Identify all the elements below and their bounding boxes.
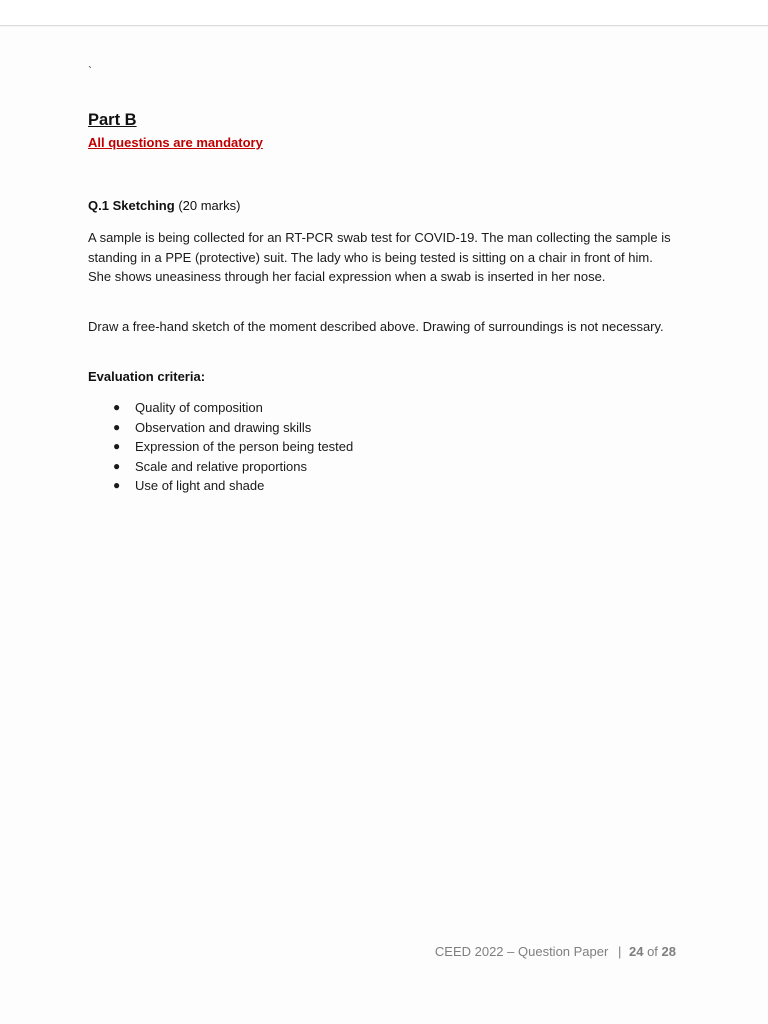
footer-separator: | (617, 944, 622, 959)
bullet-icon: ● (113, 400, 121, 414)
bullet-icon: ● (113, 478, 121, 493)
list-item (88, 398, 353, 418)
evaluation-heading: Evaluation criteria: (88, 369, 206, 384)
criterion-label: Observation and drawing skills (135, 419, 312, 435)
stray-mark: ` (88, 64, 92, 78)
criterion-label: Use of light and shade (135, 478, 265, 494)
criterion-label: Scale and relative proportions (135, 458, 307, 474)
question-marks: (20 marks) (178, 198, 241, 213)
criterion-label: Expression of the person being tested (135, 439, 354, 455)
question-paragraph-1: A sample is being collected for an RT-PCR swab test for COVID-19. The man collecting the sample is standing in a PPE (protective) suit. The lady who is being tested is sitting on a chair in front of him. She shows uneasiness through her facial expression when a swab is inserted in her nose. (88, 230, 671, 284)
page-number-total: 28 (661, 944, 676, 959)
list-item (88, 476, 353, 496)
footer-label: CEED 2022 – Question Paper (434, 944, 609, 959)
question-title: Q.1 Sketching (88, 198, 175, 213)
page-footer (435, 944, 676, 959)
mandatory-note: All questions are mandatory (88, 135, 263, 150)
question-paragraph-2: Draw a free-hand sketch of the moment described above. Drawing of surroundings is not necessary. (88, 319, 664, 334)
criterion-label: Quality of composition (135, 400, 263, 415)
question-heading (88, 198, 240, 213)
list-item (88, 418, 353, 438)
evaluation-criteria-list (88, 398, 353, 496)
page-number-current: 24 (628, 944, 644, 959)
list-item (88, 437, 353, 457)
part-title: Part B (88, 111, 137, 129)
bullet-icon: ● (113, 439, 121, 454)
list-item (88, 457, 353, 477)
viewer-top-bar (0, 0, 768, 26)
bullet-icon: ● (113, 419, 121, 434)
page-of-label: of (647, 944, 658, 959)
bullet-icon: ● (113, 458, 121, 473)
